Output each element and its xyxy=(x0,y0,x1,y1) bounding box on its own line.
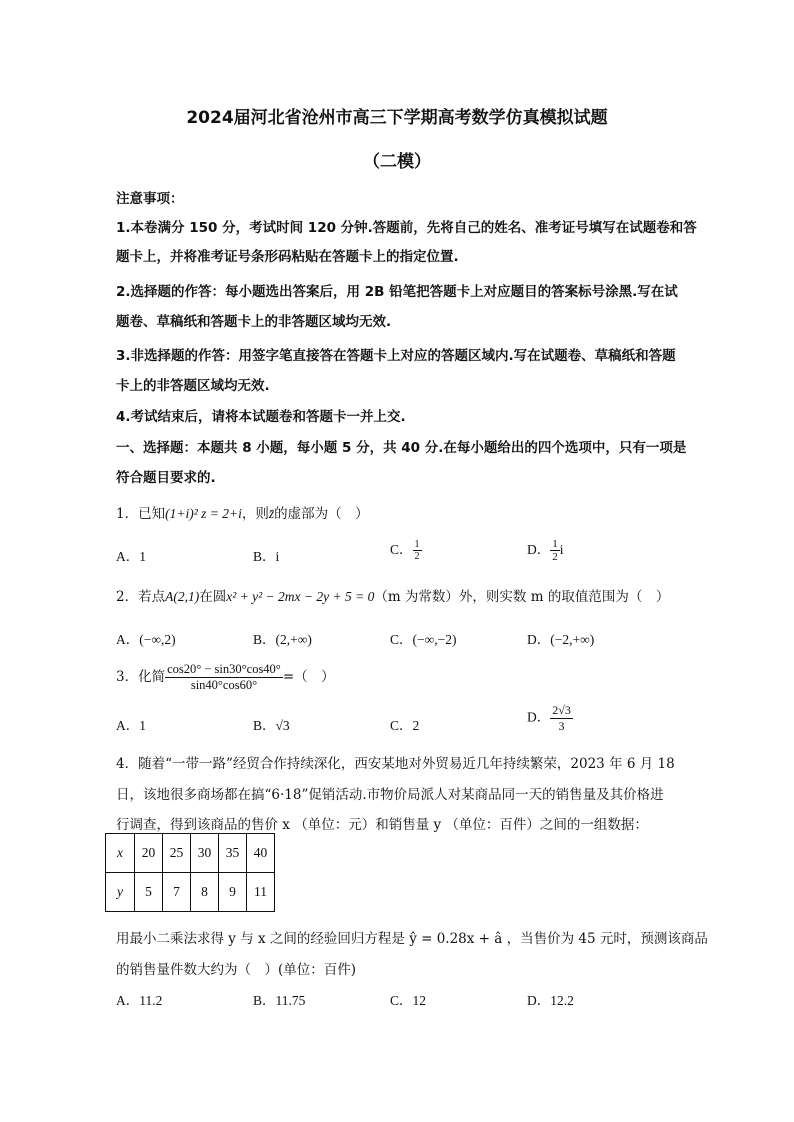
q3-option-c: C．2 xyxy=(390,718,420,733)
q1-option-b: B．i xyxy=(253,549,280,564)
q2-post: （m 为常数）外，则实数 m 的取值范围为（ ） xyxy=(374,589,670,605)
q1-d-fraction xyxy=(550,538,560,563)
table-row-x xyxy=(106,834,275,873)
notice-1b: 题卡上，并将准考证号条形码粘贴在答题卡上的指定位置. xyxy=(116,249,459,265)
q1-option-a: A．1 xyxy=(116,549,146,564)
q1-c-fraction xyxy=(413,539,422,562)
section-heading-b: 符合题目要求的. xyxy=(116,470,216,486)
table-cell-y-label: y xyxy=(106,873,135,912)
question-3 xyxy=(116,662,335,693)
table-cell-x-label: x xyxy=(106,834,135,873)
q4-line-3: 行调查，得到该商品的售价 x （单位：元）和销售量 y （单位：百件）之间的一组数据： xyxy=(116,817,648,833)
q2-option-d: D．(−2,+∞) xyxy=(527,632,595,647)
q3-denominator: sin40°cos60° xyxy=(190,678,258,692)
notice-1a: 1.本卷满分 150 分，考试时间 120 分钟.答题前，先将自己的姓名、准考证号填写在试题卷和答 xyxy=(116,220,697,236)
q1-d-tail: i xyxy=(559,542,564,557)
table-row-y xyxy=(106,873,275,912)
q3-d-label: D． xyxy=(527,709,551,725)
q2-mid: 在圆 xyxy=(199,589,227,605)
section-heading-a: 一、选择题：本题共 8 小题，每小题 5 分，共 40 分.在每小题给出的四个选项中，只有一项是 xyxy=(116,440,687,456)
table-cell: 9 xyxy=(219,873,247,912)
table-cell: 40 xyxy=(247,834,275,873)
q3-d-den: 3 xyxy=(558,719,565,733)
data-table xyxy=(105,833,275,912)
q1-c-label: C． xyxy=(390,542,413,557)
notice-4: 4.考试结束后，请将本试题卷和答题卡一并上交. xyxy=(116,409,406,425)
q4-line-5: 的销售量件数大约为（ ）(单位：百件) xyxy=(116,962,357,978)
q2-option-c: C．(−∞,−2) xyxy=(390,632,457,647)
q3-pre: 3．化简 xyxy=(116,669,166,685)
q4-option-a: A．11.2 xyxy=(116,993,163,1008)
q4-option-b: B．11.75 xyxy=(253,993,306,1008)
q1-post: 的虚部为（ ） xyxy=(274,506,369,522)
q2-circle: x² + y² − 2mx − 2y + 5 = 0 xyxy=(226,589,375,604)
q1-c-den: 2 xyxy=(414,551,420,563)
table-cell: 11 xyxy=(247,873,275,912)
notice-3b: 卡上的非答题区域均无效. xyxy=(116,378,270,394)
q3-post: =（ ） xyxy=(282,669,335,685)
q3-d-num: 2√3 xyxy=(552,703,571,717)
table-cell: 7 xyxy=(163,873,191,912)
page-subtitle: （二模） xyxy=(363,152,431,172)
q2-option-b: B．(2,+∞) xyxy=(253,632,312,647)
page-title: 2024届河北省沧州市高三下学期高考数学仿真模拟试题 xyxy=(186,108,608,128)
table-cell: 35 xyxy=(219,834,247,873)
table-cell: 30 xyxy=(191,834,219,873)
q1-d-den: 2 xyxy=(552,551,558,564)
table-cell: 5 xyxy=(135,873,163,912)
notice-3a: 3.非选择题的作答：用签字笔直接答在答题卡上对应的答题区域内.写在试题卷、草稿纸和答题 xyxy=(116,348,676,364)
table-cell: 25 xyxy=(163,834,191,873)
q1-option-c xyxy=(390,538,422,562)
question-1 xyxy=(116,502,369,522)
notice-heading: 注意事项： xyxy=(116,191,184,207)
q3-d-fraction xyxy=(550,703,573,734)
q3-option-a: A．1 xyxy=(116,718,146,733)
q2-option-a: A．(−∞,2) xyxy=(116,632,176,647)
question-2 xyxy=(116,585,669,605)
q1-mid: ，则 xyxy=(241,506,269,522)
q4-line-1: 4．随着“一带一路”经贸合作持续深化，西安某地对外贸易近几年持续繁荣，2023 年 6 月 18 xyxy=(116,756,675,772)
q2-pre: 2．若点 xyxy=(116,589,166,605)
q4-line-4: 用最小二乘法求得 y 与 x 之间的经验回归方程是 ŷ = 0.28x + â ，当售价为 45 元时，预测该商品 xyxy=(116,931,708,947)
notice-2b: 题卷、草稿纸和答题卡上的非答题区域均无效. xyxy=(116,314,392,330)
q1-pre: 1．已知 xyxy=(116,506,166,522)
q3-option-b: B．√3 xyxy=(253,718,290,733)
q3-fraction xyxy=(165,662,283,693)
q1-d-label: D． xyxy=(527,542,551,557)
q1-c-num: 1 xyxy=(414,539,420,551)
notice-2a: 2.选择题的作答：每小题选出答案后，用 2B 铅笔把答题卡上对应题目的答案标号涂黑.写在试 xyxy=(116,284,678,300)
table-cell: 8 xyxy=(191,873,219,912)
q1-d-num: 1 xyxy=(552,538,558,551)
q1-zbar: z̄ xyxy=(268,506,275,521)
q3-option-d xyxy=(527,703,573,734)
q4-line-2: 日，该地很多商场都在搞“6·18”促销活动.市物价局派人对某商品同一天的销售量及其价格进 xyxy=(116,787,664,803)
q1-expr: (1+i)² z = 2+i xyxy=(165,506,242,521)
q4-option-c: C．12 xyxy=(390,993,427,1008)
q2-point: A(2,1) xyxy=(165,589,200,604)
q1-option-d xyxy=(527,538,564,563)
q4-option-d: D．12.2 xyxy=(527,993,574,1008)
table-cell: 20 xyxy=(135,834,163,873)
q3-numerator: cos20° − sin30°cos40° xyxy=(167,662,281,676)
